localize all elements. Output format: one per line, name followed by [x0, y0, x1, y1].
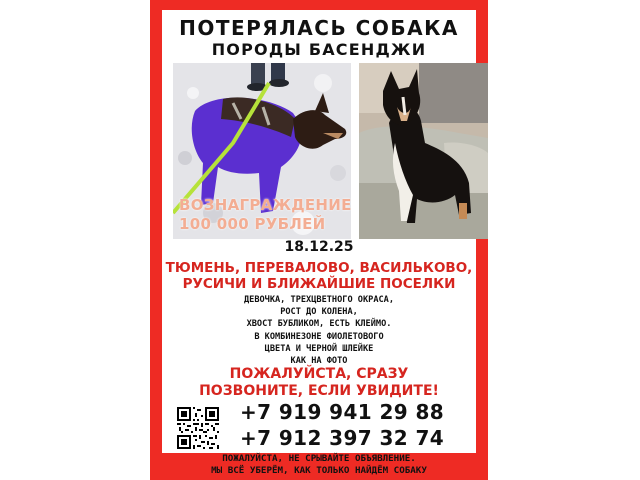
reward-line-1: ВОЗНАГРАЖДЕНИЕ — [179, 196, 352, 214]
description-line-6: КАК НА ФОТО — [290, 356, 348, 367]
plea-line-2: ПОЗВОНИТЕ, ЕСЛИ УВИДИТЕ! — [199, 383, 439, 399]
lost-date: 18.12.25 — [284, 239, 354, 255]
locations — [162, 260, 476, 292]
description-line-4: В КОМБИНЕЗОНЕ ФИОЛЕТОВОГО — [254, 331, 384, 342]
description-line-3: ХВОСТ БУБЛИКОМ, ЕСТЬ КЛЕЙМО. — [246, 319, 392, 330]
footer-note — [150, 453, 488, 477]
poster-content — [162, 10, 476, 453]
qr-code-icon[interactable] — [177, 407, 219, 449]
description-line-1: ДЕВОЧКА, ТРЕХЦВЕТНОГО ОКРАСА, — [243, 295, 395, 305]
description-line-2: РОСТ ДО КОЛЕНА, — [280, 307, 358, 318]
dog-couch-illustration — [359, 63, 488, 239]
poster-subtitle: ПОРОДЫ БАСЕНДЖИ — [211, 40, 427, 59]
plea-line-1: ПОЖАЛУЙСТА, СРАЗУ — [229, 366, 409, 382]
footer-line-1: ПОЖАЛУЙСТА, НЕ СРЫВАЙТЕ ОБЪЯВЛЕНИЕ. — [222, 453, 416, 464]
phone-number-2[interactable]: +7 912 397 32 74 — [240, 426, 445, 450]
reward-line-2: 100 000 РУБЛЕЙ — [179, 215, 326, 233]
dog-photo-couch — [359, 63, 488, 239]
call-request — [162, 366, 476, 400]
phone-number-1[interactable]: +7 919 941 29 88 — [240, 400, 445, 424]
poster-title: ПОТЕРЯЛАСЬ СОБАКА — [179, 16, 459, 40]
qr-code-graphic — [177, 407, 219, 449]
location-line-1: ТЮМЕНЬ, ПЕРЕВАЛОВО, ВАСИЛЬКОВО, — [165, 260, 473, 276]
location-line-2: РУСИЧИ И БЛИЖАЙШИЕ ПОСЕЛКИ — [182, 276, 456, 292]
description-line-5: ЦВЕТА И ЧЕРНОЙ ШЛЕЙКЕ — [264, 343, 374, 354]
lost-dog-poster — [150, 0, 488, 480]
footer-line-2: МЫ ВСЁ УБЕРЁМ, КАК ТОЛЬКО НАЙДЁМ СОБАКУ — [211, 465, 427, 476]
reward-text — [179, 196, 352, 234]
dog-description — [162, 294, 476, 367]
